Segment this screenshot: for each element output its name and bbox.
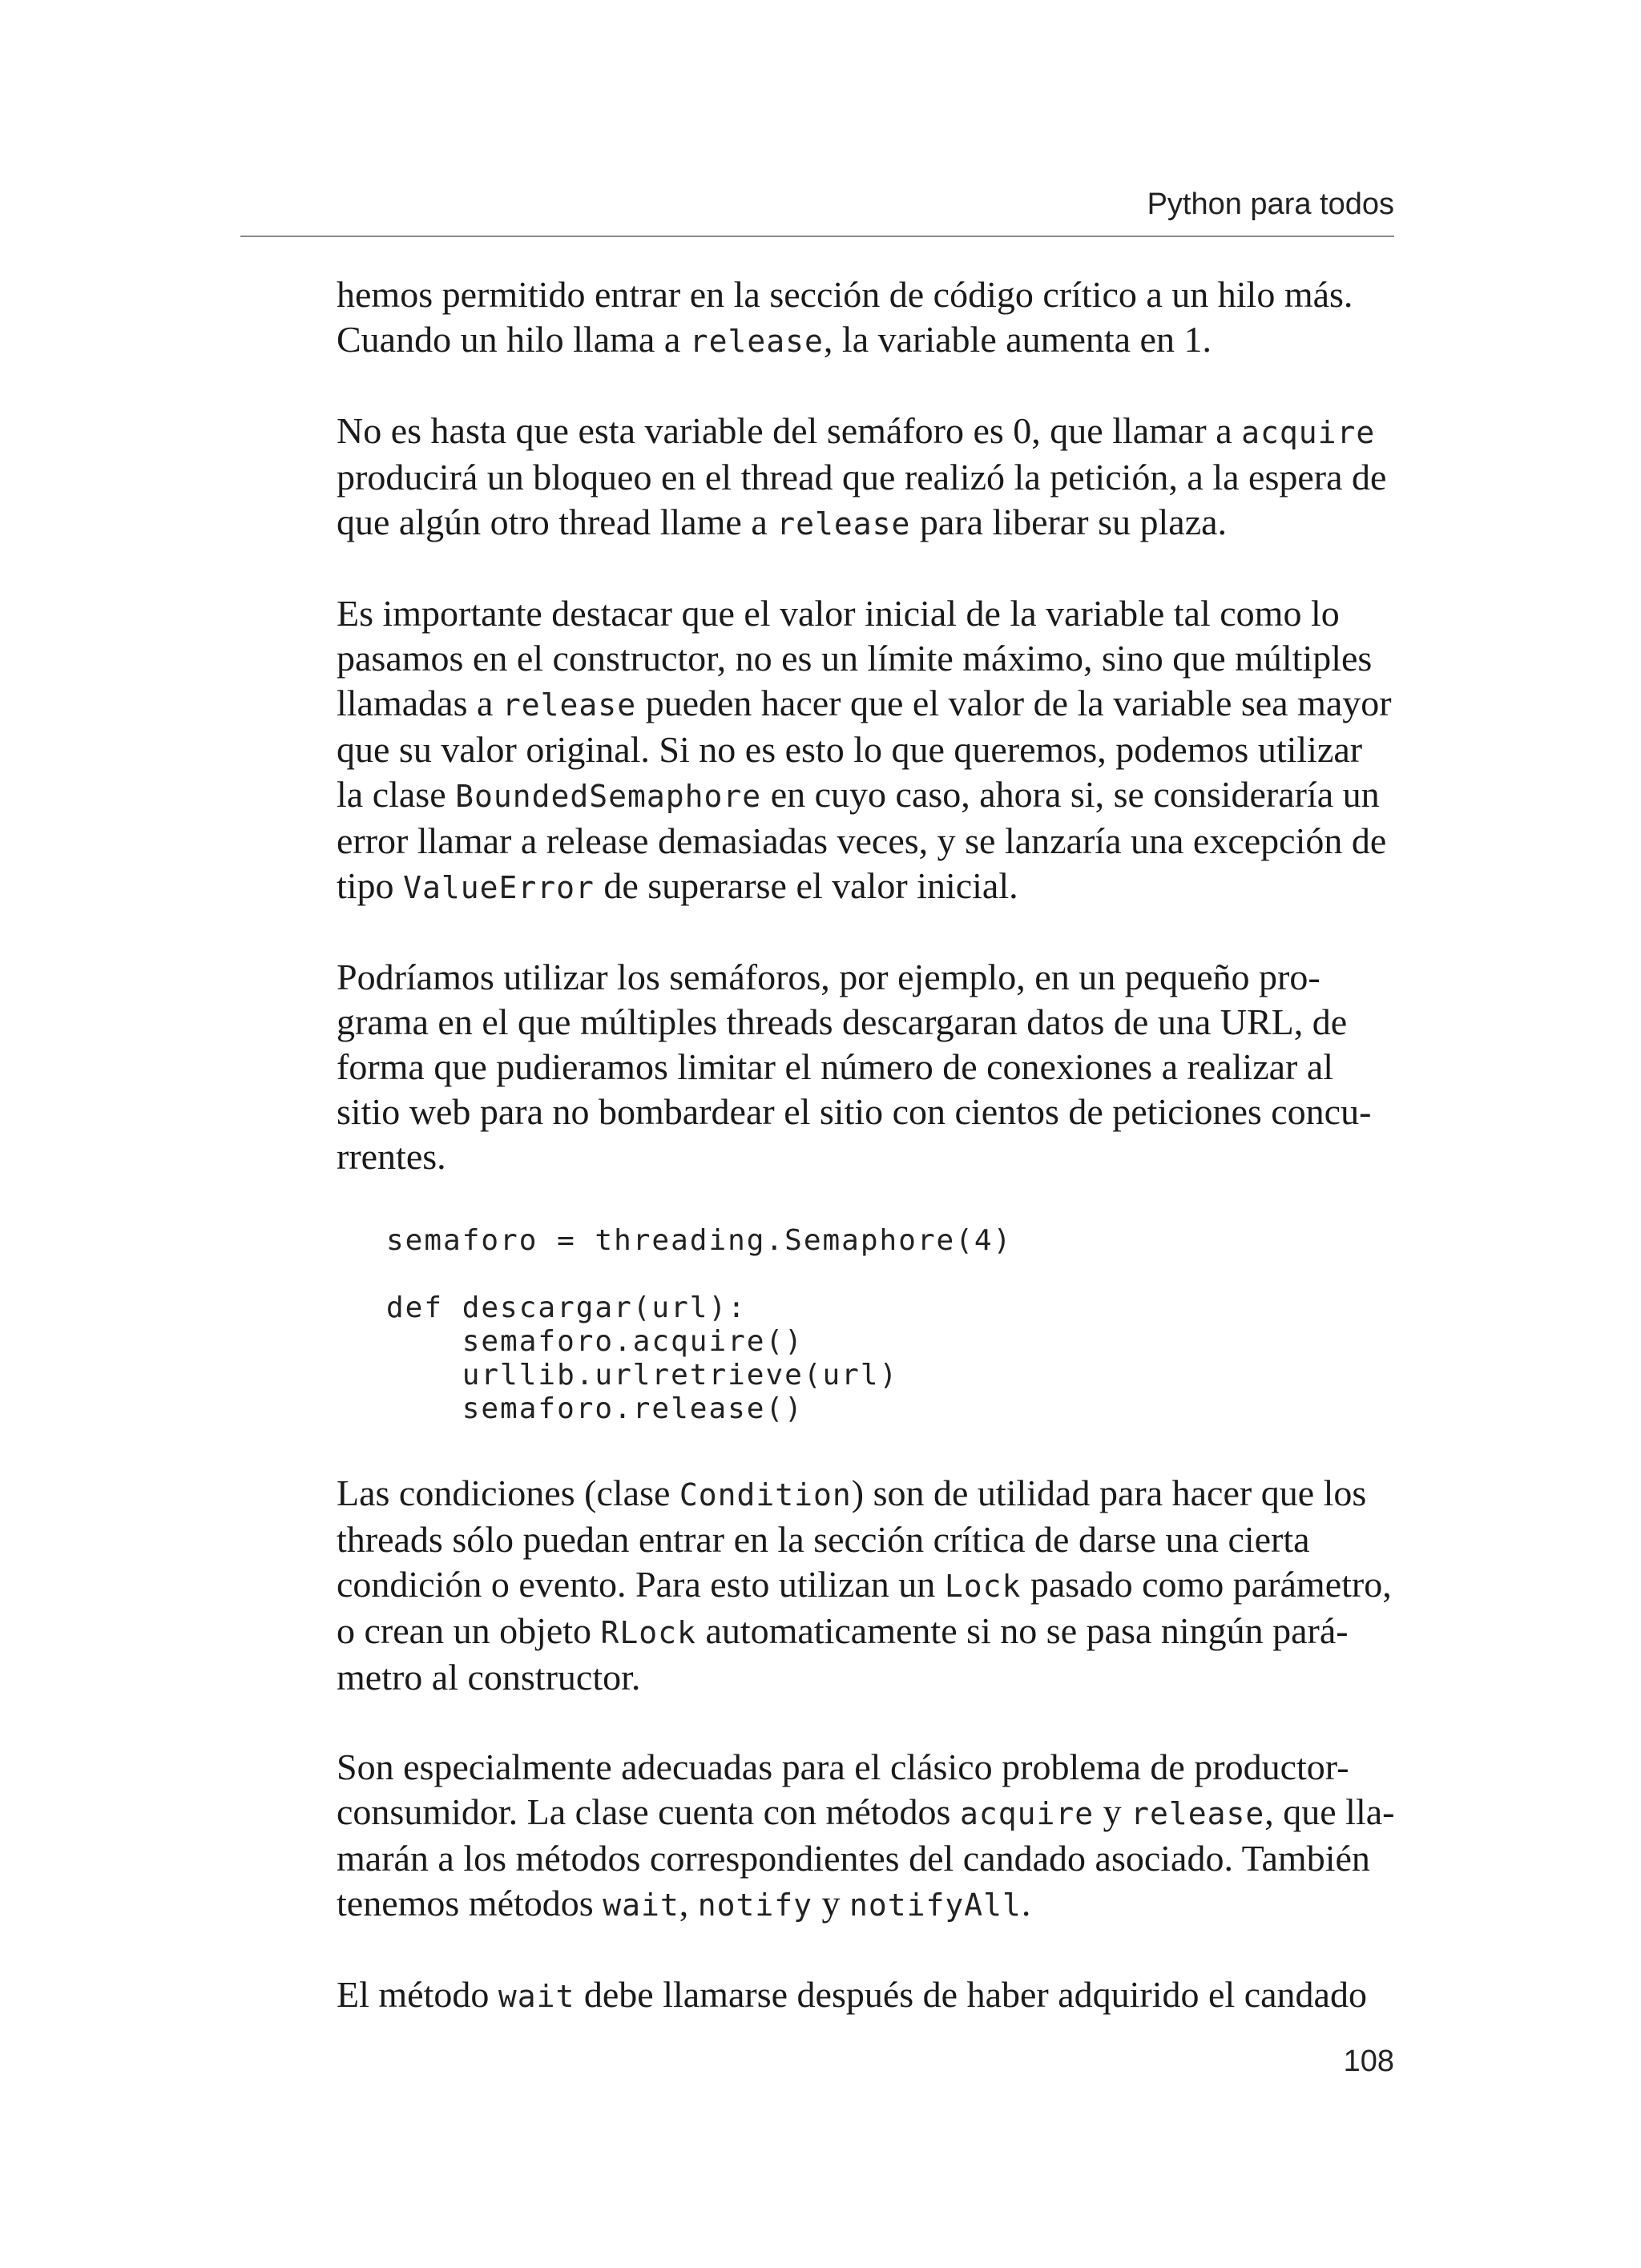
text-line: condición o evento. Para esto utilizan un (337, 1564, 945, 1605)
text-line: marán a los métodos correspondientes del candado asociado. También (337, 1838, 1370, 1879)
text-line: y (812, 1883, 849, 1924)
text-line: producirá un bloqueo en el thread que realizó la petición, a la espera de (337, 457, 1387, 498)
text-line: Podríamos utilizar los semáforos, por ejemplo, en un pequeño pro- (337, 957, 1320, 997)
text-line: para liberar su plaza. (910, 502, 1228, 542)
inline-code: release (1131, 1796, 1265, 1831)
text-line: El método (337, 1974, 498, 2015)
text-line: sitio web para no bombardear el sitio con cientos de peticiones concu- (337, 1091, 1372, 1132)
inline-code: notify (697, 1887, 812, 1923)
text-line: llamadas a (337, 683, 502, 723)
text-line: o crean un objeto (337, 1610, 601, 1651)
inline-code: BoundedSemaphore (455, 779, 762, 814)
code-line: semaforo.release() (386, 1392, 804, 1425)
text-line: pasamos en el constructor, no es un límite máximo, sino que múltiples (337, 638, 1373, 679)
text-line: error llamar a release demasiadas veces, y se lanzaría una excepción de (337, 820, 1387, 861)
inline-code: acquire (959, 1796, 1095, 1831)
paragraph-4 (337, 955, 1402, 1179)
text-line: y (1094, 1791, 1131, 1832)
text-line: pasado como parámetro, (1021, 1564, 1392, 1605)
paragraph-6 (337, 1745, 1402, 1928)
text-line: grama en el que múltiples threads descargaran datos de una URL, de (337, 1001, 1348, 1042)
paragraph-5 (337, 1471, 1402, 1700)
inline-code: notifyAll (849, 1887, 1022, 1923)
text-line: debe llamarse después de haber adquirido el candado (575, 1974, 1367, 2015)
text-line: que su valor original. Si no es esto lo que queremos, podemos utilizar (337, 729, 1363, 770)
text-line: rrentes. (337, 1136, 446, 1177)
text-line: . (1021, 1883, 1031, 1924)
text-line: threads sólo puedan entrar en la sección crítica de darse una cierta (337, 1519, 1310, 1560)
inline-code: wait (603, 1887, 679, 1923)
inline-code: acquire (1241, 415, 1376, 450)
text-line: hemos permitido entrar en la sección de código crítico a un hilo más. (337, 274, 1353, 315)
text-line: Cuando un hilo llama a (337, 319, 690, 360)
paragraph-2 (337, 409, 1402, 546)
inline-code: RLock (600, 1615, 696, 1650)
text-line: tenemos métodos (337, 1883, 603, 1924)
text-line: en cuyo caso, ahora si, se consideraría un (761, 774, 1380, 815)
text-line: automaticamente si no se pasa ningún pará- (696, 1610, 1349, 1651)
code-line: semaforo.acquire() (386, 1325, 804, 1358)
text-line: consumidor. La clase cuenta con métodos (337, 1791, 960, 1832)
text-line: de superarse el valor inicial. (594, 865, 1018, 906)
text-line: metro al constructor. (337, 1657, 641, 1698)
text-line: , (679, 1883, 698, 1924)
running-head (240, 183, 1394, 237)
text-line: Las condiciones (clase (337, 1472, 679, 1513)
inline-code: release (776, 506, 911, 542)
text-line: , la variable aumenta en 1. (823, 319, 1212, 360)
inline-code: release (689, 324, 824, 359)
code-block (386, 1224, 1402, 1426)
page-number: 108 (1343, 2044, 1394, 2078)
text-line: pueden hacer que el valor de la variable sea mayor (636, 683, 1392, 723)
text-line: , que lla- (1264, 1791, 1395, 1832)
text-line: Es importante destacar que el valor inicial de la variable tal como lo (337, 593, 1340, 634)
code-line: semaforo = threading.Semaphore(4) (386, 1224, 1013, 1257)
inline-code: ValueError (403, 870, 595, 905)
code-line: def descargar(url): (386, 1291, 747, 1324)
text-line: tipo (337, 865, 404, 906)
text-line: Son especialmente adecuadas para el clásico problema de productor- (337, 1746, 1349, 1787)
inline-code: Condition (679, 1477, 852, 1513)
text-line: forma que pudieramos limitar el número de conexiones a realizar al (337, 1046, 1334, 1087)
text-line: ) son de utilidad para hacer que los (851, 1472, 1367, 1513)
text-line: que algún otro thread llame a (337, 502, 777, 542)
running-title: Python para todos (1147, 187, 1394, 221)
paragraph-7 (337, 1972, 1402, 2019)
text-line: No es hasta que esta variable del semáforo es 0, que llamar a (337, 410, 1242, 451)
text-line: la clase (337, 774, 456, 815)
page-body (337, 272, 1402, 2019)
paragraph-3 (337, 591, 1402, 910)
paragraph-1 (337, 272, 1402, 364)
inline-code: release (502, 687, 637, 723)
code-line: urllib.urlretrieve(url) (386, 1359, 899, 1392)
inline-code: wait (498, 1979, 575, 2014)
inline-code: Lock (944, 1569, 1022, 1604)
